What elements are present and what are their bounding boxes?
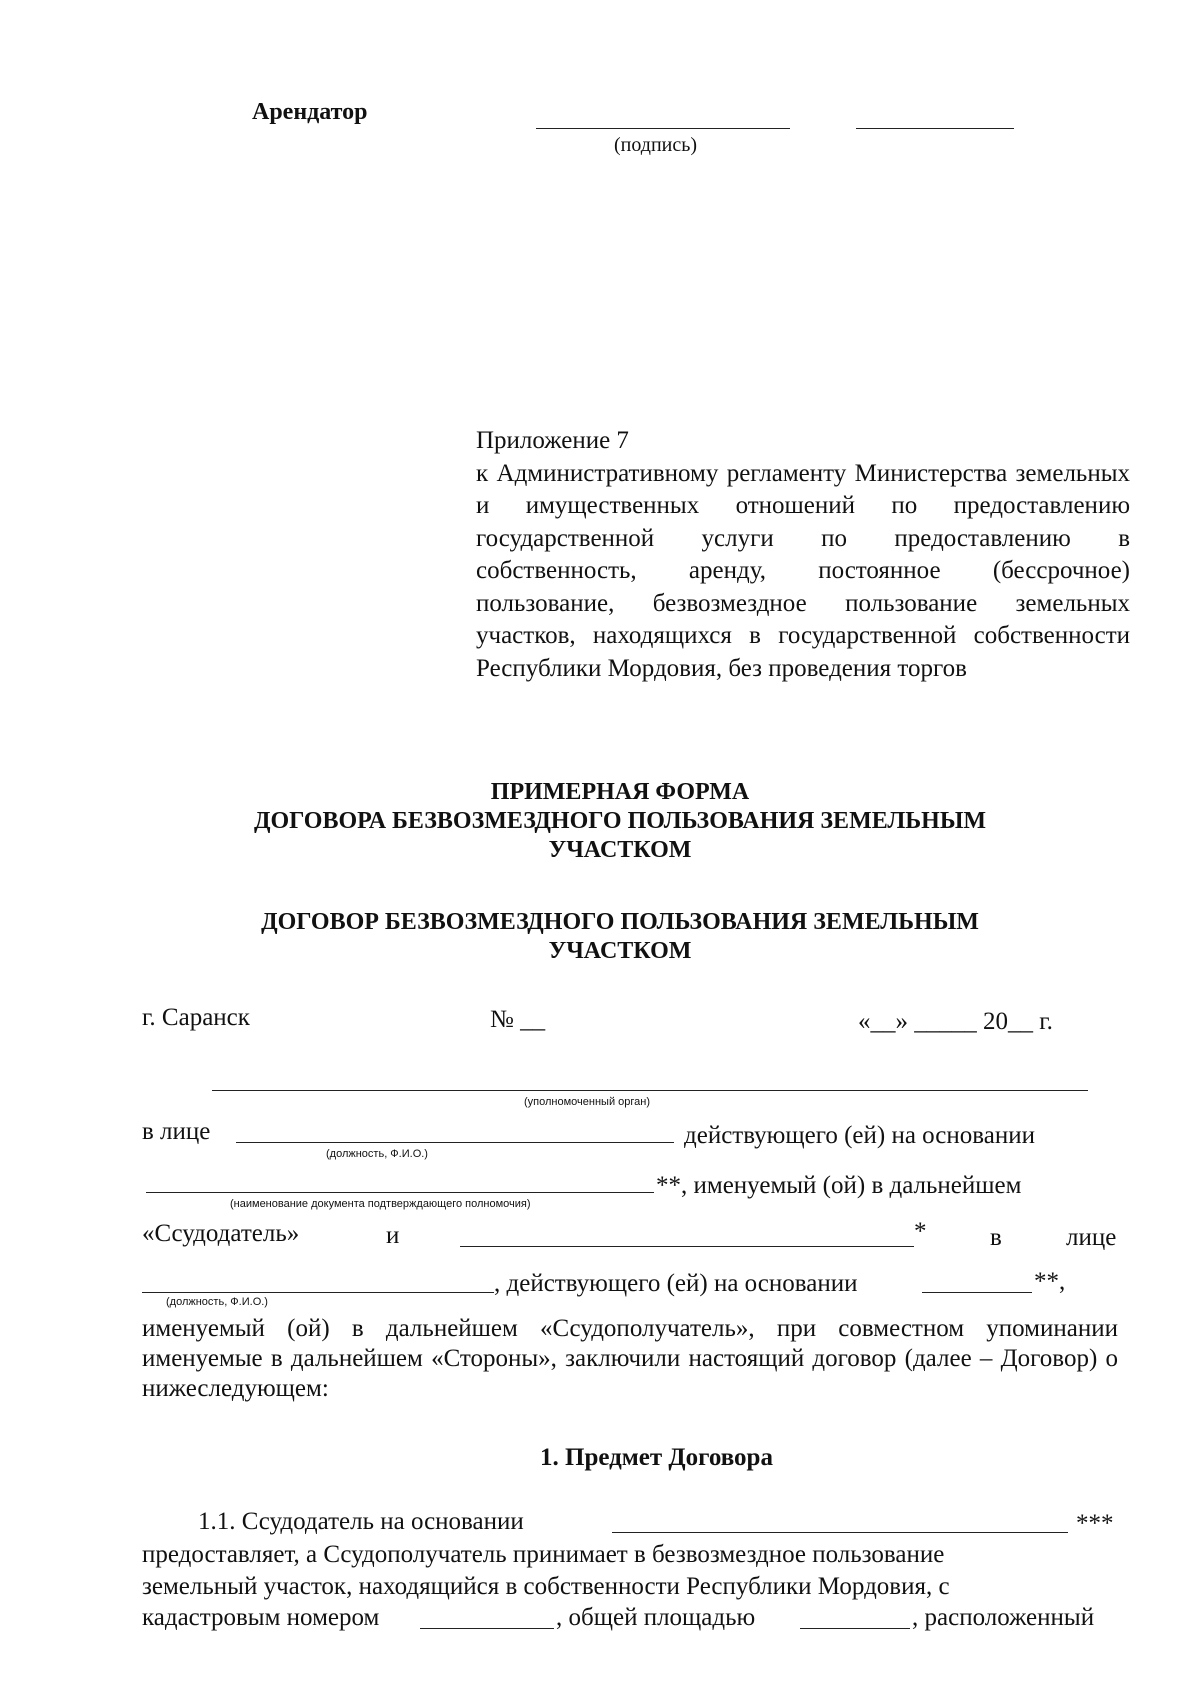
named-as-1: **, именуемый (ой) в дальнейшем — [656, 1172, 1022, 1199]
cadastral-line — [420, 1628, 554, 1629]
clause-stars: *** — [1076, 1510, 1114, 1537]
appendix-block — [476, 425, 1130, 685]
form-title-line3: УЧАСТКОМ — [548, 837, 692, 863]
signature-line — [536, 128, 790, 129]
contract-title-line1: ДОГОВОР БЕЗВОЗМЕЗДНОГО ПОЛЬЗОВАНИЯ ЗЕМЕЛЬНЫМ — [261, 909, 979, 935]
word-litse: лице — [1066, 1224, 1117, 1251]
contract-title-line2: УЧАСТКОМ — [548, 938, 692, 964]
contract-number: № __ — [490, 1006, 546, 1033]
tenant-label: Арендатор — [252, 99, 368, 125]
clause-1-1-start: 1.1. Ссудодатель на основании — [198, 1508, 524, 1535]
document-line — [146, 1192, 654, 1193]
stars-2: **, — [1034, 1268, 1066, 1295]
clause-basis-line — [612, 1532, 1068, 1533]
in-person-label: в лице — [142, 1118, 211, 1145]
and-word: и — [386, 1222, 400, 1249]
parties-closing-paragraph: именуемый (ой) в дальнейшем «Ссудополучатель», при совместном упоминании именуемые в дальнейшем «Стороны», заключили настоящий договор (далее – Договор) о нижеследующем: — [142, 1315, 1118, 1402]
area-label: , общей площадью — [556, 1604, 756, 1631]
word-v: в — [990, 1224, 1002, 1251]
position-caption-2: (должность, Ф.И.О.) — [166, 1296, 268, 1308]
section-1-heading: 1. Предмет Договора — [540, 1444, 773, 1471]
star-mark: * — [914, 1218, 927, 1245]
area-line — [800, 1628, 910, 1629]
form-title — [140, 778, 1100, 865]
position-caption-1: (должность, Ф.И.О.) — [326, 1148, 428, 1160]
appendix-title: Приложение 7 — [476, 427, 629, 454]
clause-line-2: предоставляет, а Ссудополучатель принимает в безвозмездное пользование — [142, 1541, 945, 1568]
form-title-line1: ПРИМЕРНАЯ ФОРМА — [490, 779, 750, 805]
contract-date: «__» _____ 20__ г. — [858, 1008, 1053, 1035]
borrower-line — [460, 1246, 914, 1247]
city: г. Саранск — [142, 1004, 250, 1031]
authority-caption: (уполномоченный орган) — [524, 1096, 651, 1108]
lender-label: «Ссудодатель» — [142, 1220, 300, 1247]
acting-basis-2: , действующего (ей) на основании — [494, 1270, 858, 1297]
position-line-2 — [142, 1292, 494, 1293]
located-label: , расположенный — [912, 1604, 1095, 1631]
signature-caption: (подпись) — [614, 134, 698, 156]
name-line — [856, 128, 1014, 129]
document-caption: (наименование документа подтверждающего полномочия) — [230, 1198, 531, 1210]
position-line-1 — [236, 1142, 674, 1143]
form-title-line2: ДОГОВОРА БЕЗВОЗМЕЗДНОГО ПОЛЬЗОВАНИЯ ЗЕМЕЛЬНЫМ — [253, 808, 987, 834]
contract-title — [140, 908, 1100, 966]
basis-line-2 — [922, 1292, 1032, 1293]
clause-line-3: земельный участок, находящийся в собственности Республики Мордовия, с — [142, 1573, 950, 1600]
acting-basis-1: действующего (ей) на основании — [684, 1122, 1035, 1149]
authority-line — [212, 1090, 1088, 1091]
cadastral-label: кадастровым номером — [142, 1604, 380, 1631]
appendix-body: к Административному регламенту Министерства земельных и имущественных отношений по предоставлению государственной услуги по предоставлению в собственность, аренду, постоянное (бессрочное) пользование, безвозмездное пользование земельных участков, находящихся в государственной собственности Республики Мордовия, без проведения торгов — [476, 459, 1130, 682]
